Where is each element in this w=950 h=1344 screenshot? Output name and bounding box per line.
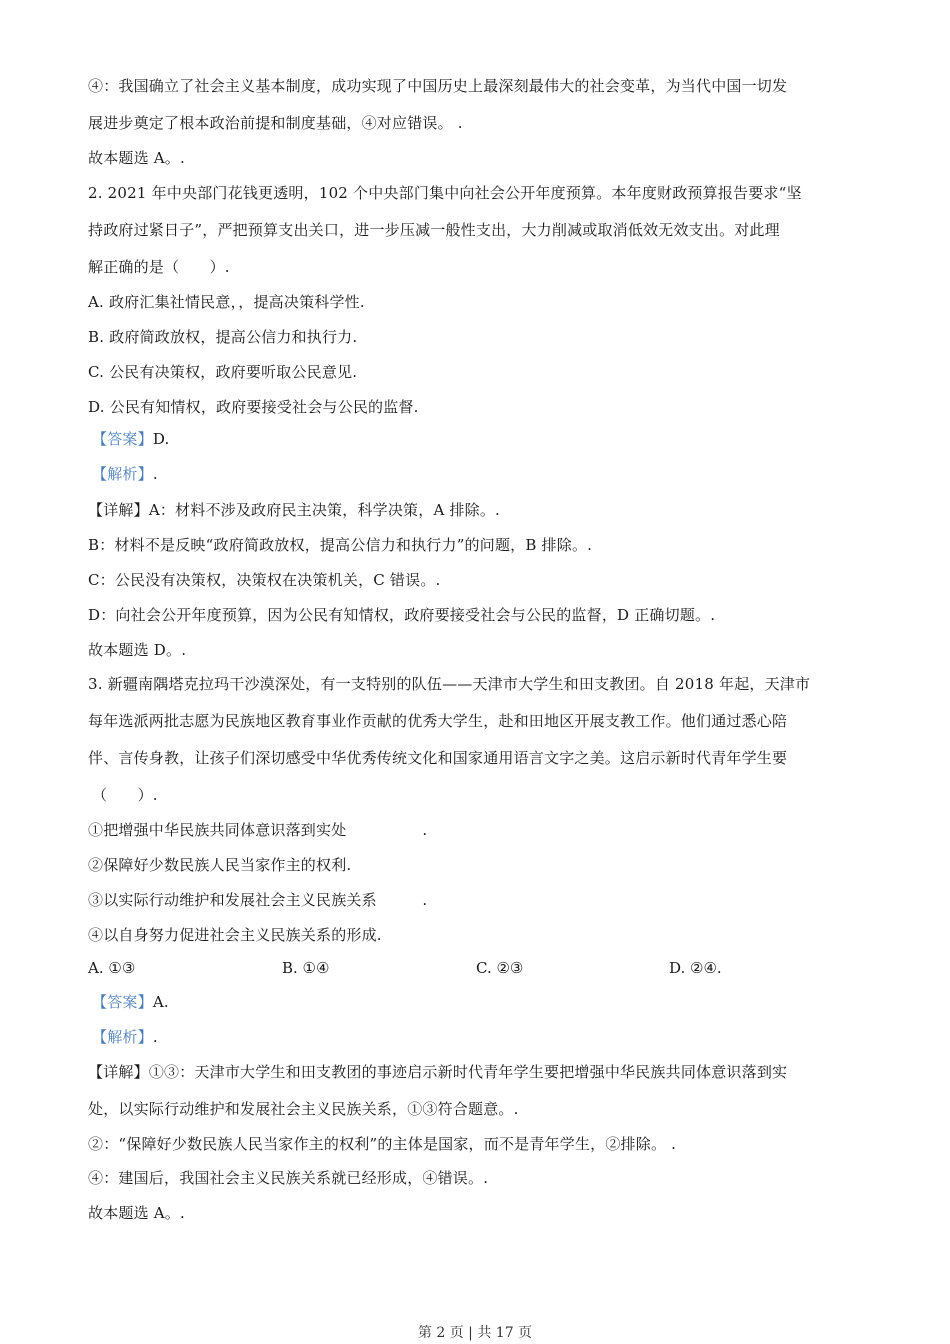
q2-detail-line: B：材料不是反映“政府简政放权，提高公信力和执行力”的问题，B 排除。. xyxy=(88,536,593,554)
detail-text: ①③：天津市大学生和田支教团的事迹启示新时代青年学生要把增强中华民族共同体意识落到实 xyxy=(148,1063,788,1081)
q3-statement-1: ①把增强中华民族共同体意识落到实处 . xyxy=(88,821,428,839)
q2-detail xyxy=(88,500,500,520)
q3-option-a: A. ①③ xyxy=(88,959,136,977)
q3-answer xyxy=(92,992,169,1012)
q2-answer xyxy=(92,429,169,449)
page-footer: 第 2 页 | 共 17 页 xyxy=(417,1325,533,1341)
q3-option-d: D. ②④. xyxy=(669,959,722,977)
analysis-value: . xyxy=(152,1028,158,1046)
q3-stem-line: （ ）. xyxy=(92,786,158,804)
q3-stem-line: 每年选派两批志愿为民族地区教育事业作贡献的优秀大学生，赴和田地区开展支教工作。他们通过悉心陪 xyxy=(88,712,788,730)
q3-statement-4: ④以自身努力促进社会主义民族关系的形成. xyxy=(88,926,382,944)
q2-detail-line: D：向社会公开年度预算，因为公民有知情权，政府要接受社会与公民的监督，D 正确切题。. xyxy=(88,606,716,624)
q2-stem-line: 持政府过紧日子”，严把预算支出关口，进一步压减一般性支出，大力削减或取消低效无效支出。对此理 xyxy=(88,221,780,239)
q2-option-c: C. 公民有决策权，政府要听取公民意见. xyxy=(88,363,358,381)
q2-option-a: A. 政府汇集社情民意，，提高决策科学性. xyxy=(88,293,365,311)
q2-option-b: B. 政府简政放权，提高公信力和执行力. xyxy=(88,328,358,346)
q3-detail-line: ②：“保障好少数民族人民当家作主的权利”的主体是国家，而不是青年学生，②排除。 . xyxy=(88,1135,677,1153)
q2-analysis xyxy=(92,464,158,484)
q1-analysis-line: ④：我国确立了社会主义基本制度，成功实现了中国历史上最深刻最伟大的社会变革，为当代中国一切发 xyxy=(88,77,788,95)
q3-detail-line: ④：建国后，我国社会主义民族关系就已经形成，④错误。. xyxy=(88,1169,489,1187)
answer-value: A. xyxy=(152,993,169,1011)
answer-label: 【答案】 xyxy=(92,430,153,448)
q3-stem-line: 伴、言传身教，让孩子们深切感受中华优秀传统文化和国家通用语言文字之美。这启示新时代青年学生要 xyxy=(88,749,788,767)
q3-stem-line: 3. 新疆南隅塔克拉玛干沙漠深处，有一支特别的队伍——天津市大学生和田支教团。自 2018 年起，天津市 xyxy=(88,675,811,693)
analysis-label: 【解析】 xyxy=(92,465,153,483)
q2-option-d: D. 公民有知情权，政府要接受社会与公民的监督. xyxy=(88,398,419,416)
q3-analysis xyxy=(92,1027,158,1047)
q1-analysis-line: 展进步奠定了根本政治前提和制度基础，④对应错误。 . xyxy=(88,114,463,132)
analysis-value: . xyxy=(152,465,158,483)
q3-detail xyxy=(88,1062,787,1082)
detail-label: 【详解】 xyxy=(88,501,149,519)
q3-option-b: B. ①④ xyxy=(282,959,330,977)
answer-label: 【答案】 xyxy=(92,993,153,1011)
detail-text: A：材料不涉及政府民主决策，科学决策，A 排除。. xyxy=(148,501,501,519)
detail-label: 【详解】 xyxy=(88,1063,149,1081)
q3-detail-line: 处，以实际行动维护和发展社会主义民族关系，①③符合题意。. xyxy=(88,1100,519,1118)
answer-value: D. xyxy=(152,430,170,448)
q3-conclusion: 故本题选 A。. xyxy=(88,1204,185,1222)
q3-statement-3: ③以实际行动维护和发展社会主义民族关系 . xyxy=(88,891,428,909)
q2-stem-line: 2. 2021 年中央部门花钱更透明，102 个中央部门集中向社会公开年度预算。本年度财政预算报告要求“坚 xyxy=(88,184,802,202)
q3-option-c: C. ②③ xyxy=(476,959,524,977)
q3-statement-2: ②保障好少数民族人民当家作主的权利. xyxy=(88,856,352,874)
q2-conclusion: 故本题选 D。. xyxy=(88,641,187,659)
q2-detail-line: C：公民没有决策权，决策权在决策机关，C 错误。. xyxy=(88,571,441,589)
q2-stem-line: 解正确的是（ ）. xyxy=(88,258,230,276)
analysis-label: 【解析】 xyxy=(92,1028,153,1046)
q1-conclusion: 故本题选 A。. xyxy=(88,149,185,167)
